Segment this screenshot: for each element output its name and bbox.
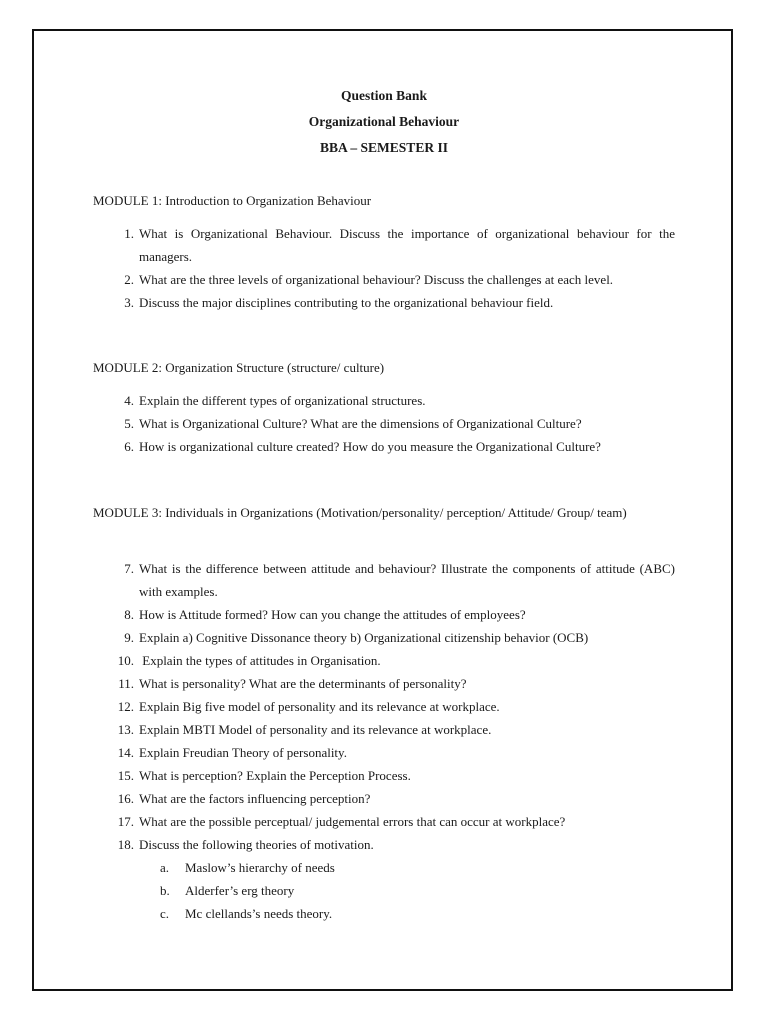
question-text: Explain Freudian Theory of personality. bbox=[139, 745, 347, 760]
question-number: 15. bbox=[117, 768, 134, 783]
question-text: What is the difference between attitude and behaviour? Illustrate the components of attitude (ABC) with examples. bbox=[139, 561, 675, 599]
question-text: Explain MBTI Model of personality and its relevance at workplace. bbox=[139, 722, 492, 737]
question-text: What is perception? Explain the Perception Process. bbox=[139, 768, 411, 783]
question-number: 5. bbox=[124, 416, 134, 431]
question-text: Explain the types of attitudes in Organisation. bbox=[139, 653, 381, 668]
module-2-heading: MODULE 2: Organization Structure (structure/ culture) bbox=[93, 360, 385, 375]
doc-semester: BBA – SEMESTER II bbox=[320, 140, 448, 155]
question-number: 6. bbox=[124, 439, 134, 454]
sub-item-text: Alderfer’s erg theory bbox=[185, 883, 295, 898]
doc-subject: Organizational Behaviour bbox=[308, 114, 460, 129]
question-number: 12. bbox=[117, 699, 134, 714]
question-text: What are the three levels of organizational behaviour? Discuss the challenges at each level. bbox=[139, 272, 614, 287]
sub-item-letter: a. bbox=[160, 860, 170, 875]
question-text: What is Organizational Culture? What are the dimensions of Organizational Culture? bbox=[139, 416, 582, 431]
question-number: 8. bbox=[124, 607, 134, 622]
question-text: How is organizational culture created? How do you measure the Organizational Culture? bbox=[139, 439, 601, 454]
question-text: What is Organizational Behaviour. Discuss the importance of organizational behaviour for the managers. bbox=[139, 226, 675, 264]
question-text: What is personality? What are the determinants of personality? bbox=[139, 676, 467, 691]
question-number: 18. bbox=[117, 837, 134, 852]
question-number: 9. bbox=[124, 630, 134, 645]
question-number: 13. bbox=[117, 722, 134, 737]
question-text: What are the factors influencing perception? bbox=[139, 791, 371, 806]
question-number: 14. bbox=[117, 745, 134, 760]
question-number: 2. bbox=[124, 272, 134, 287]
question-number: 4. bbox=[124, 393, 134, 408]
sub-item-letter: b. bbox=[160, 883, 170, 898]
question-text: Discuss the major disciplines contributing to the organizational behaviour field. bbox=[139, 295, 554, 310]
question-number: 11. bbox=[118, 676, 134, 691]
question-number: 3. bbox=[124, 295, 134, 310]
question-text: Explain Big five model of personality and its relevance at workplace. bbox=[139, 699, 500, 714]
sub-item-text: Mc clellands’s needs theory. bbox=[185, 906, 333, 921]
question-number: 1. bbox=[124, 226, 134, 241]
question-text: Explain the different types of organizational structures. bbox=[139, 393, 426, 408]
doc-title: Question Bank bbox=[341, 88, 427, 103]
question-text: What are the possible perceptual/ judgemental errors that can occur at workplace? bbox=[139, 814, 566, 829]
question-text: How is Attitude formed? How can you change the attitudes of employees? bbox=[139, 607, 526, 622]
question-text: Discuss the following theories of motivation. bbox=[139, 837, 374, 852]
question-text: Explain a) Cognitive Dissonance theory b) Organizational citizenship behavior (OCB) bbox=[139, 630, 589, 645]
sub-item-text: Maslow’s hierarchy of needs bbox=[185, 860, 335, 875]
question-number: 17. bbox=[117, 814, 134, 829]
question-number: 10. bbox=[117, 653, 134, 668]
module-3-heading: MODULE 3: Individuals in Organizations (Motivation/personality/ perception/ Attitude/ Group/ team) bbox=[93, 505, 627, 520]
question-number: 7. bbox=[124, 561, 134, 576]
sub-item-letter: c. bbox=[160, 906, 170, 921]
question-number: 16. bbox=[117, 791, 134, 806]
module-1-heading: MODULE 1: Introduction to Organization Behaviour bbox=[93, 193, 372, 208]
